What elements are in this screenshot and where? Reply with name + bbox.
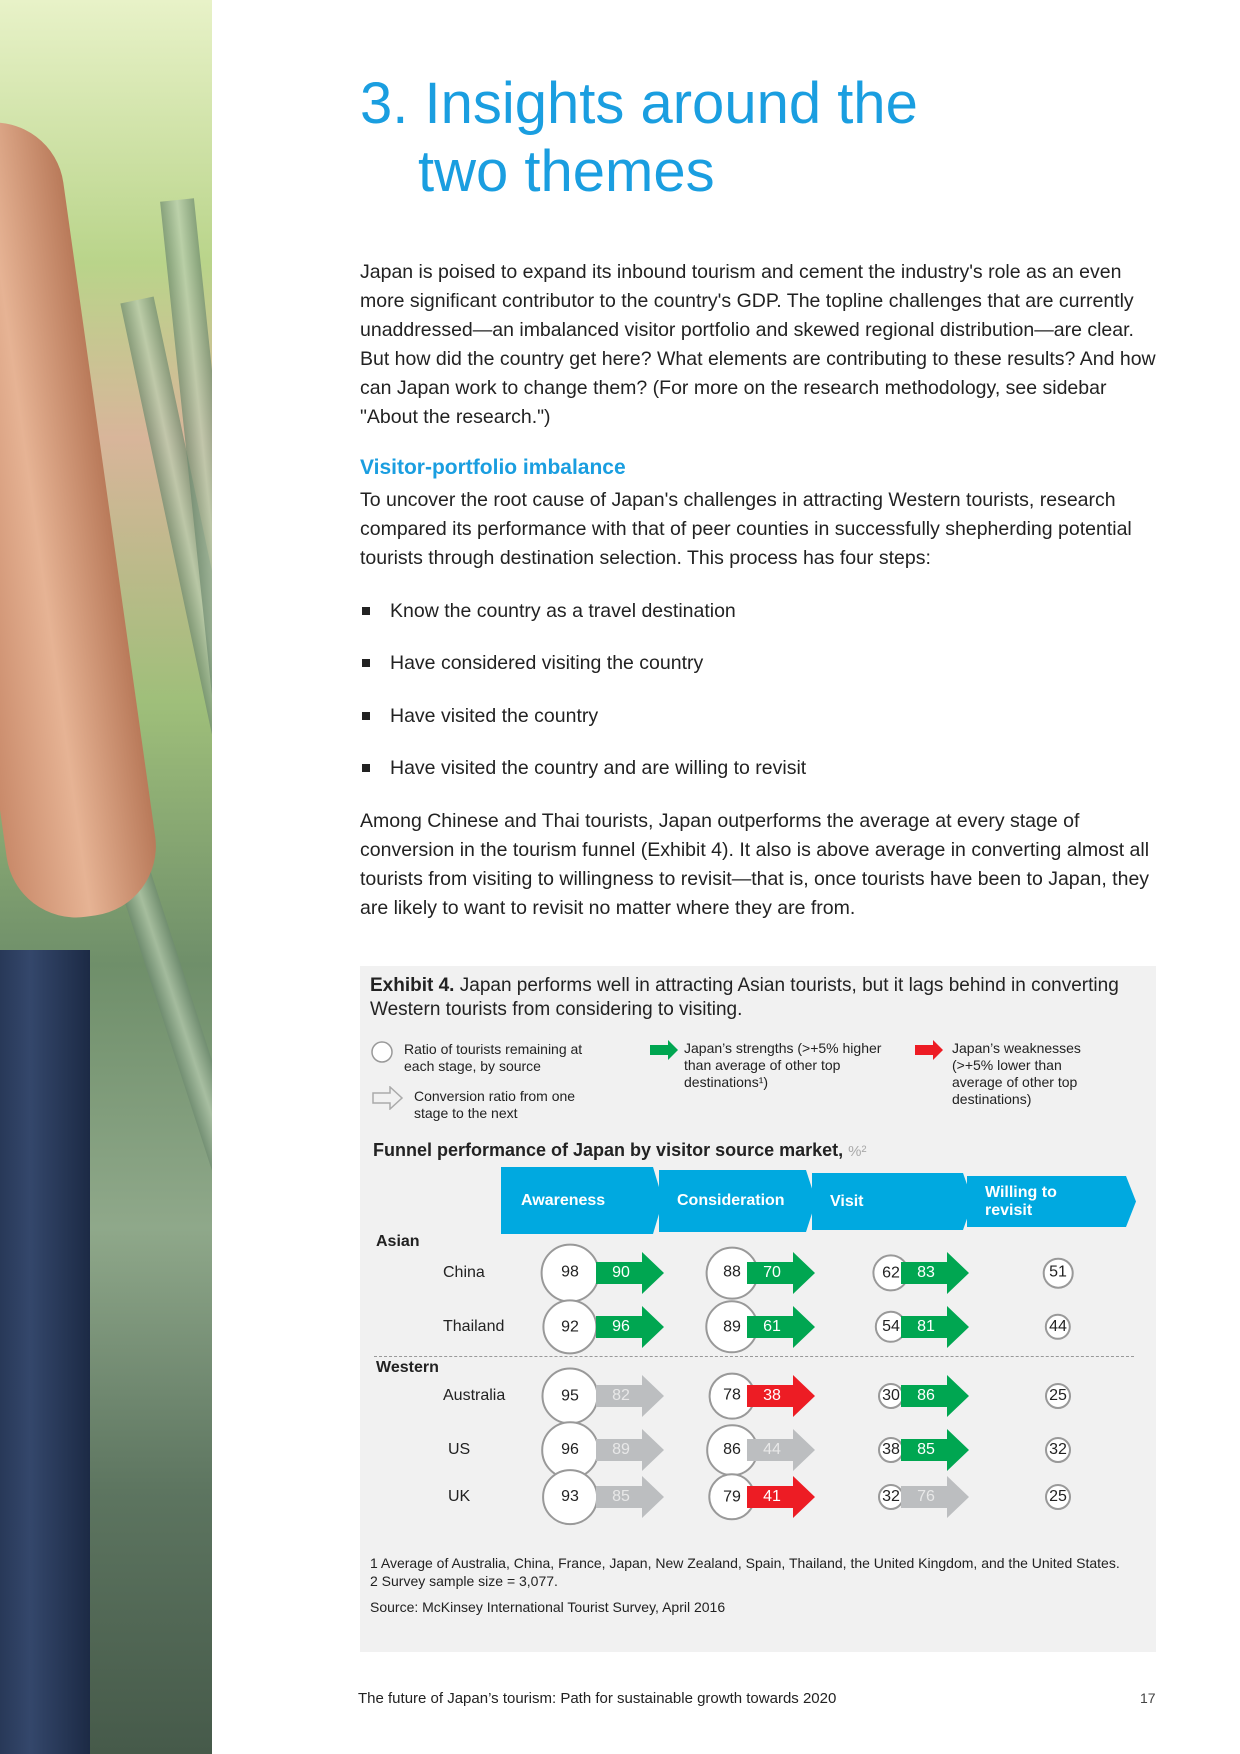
page-number: 17 bbox=[1140, 1690, 1156, 1706]
strength-conversion-arrow bbox=[901, 1429, 971, 1471]
stage-header-label: Consideration bbox=[677, 1192, 785, 1209]
stage-value-circle: 54 bbox=[875, 1311, 907, 1343]
country-label: Australia bbox=[443, 1387, 506, 1404]
conversion-value: 85 bbox=[917, 1441, 935, 1458]
stage-value-circle: 88 bbox=[706, 1247, 759, 1300]
strength-conversion-arrow bbox=[747, 1252, 817, 1294]
stage-value-circle: 93 bbox=[542, 1469, 598, 1525]
conversion-value: 83 bbox=[917, 1264, 935, 1281]
stage-header-label: Visit bbox=[830, 1192, 864, 1210]
page-title: 3. Insights around the two themes bbox=[360, 71, 918, 204]
footnote-2: 2 Survey sample size = 3,077. bbox=[370, 1573, 558, 1589]
stage-header-label: Awareness bbox=[521, 1191, 606, 1209]
stage-value-circle: 38 bbox=[878, 1437, 904, 1463]
bullet-item: Have visited the country bbox=[360, 705, 598, 728]
country-label: Thailand bbox=[443, 1318, 505, 1335]
stage-value-circle: 96 bbox=[541, 1421, 599, 1479]
stage-value-circle: 44 bbox=[1045, 1314, 1071, 1340]
stage-value-circle: 62 bbox=[872, 1254, 909, 1291]
legend-arrow-text: Conversion ratio from one stage to the next bbox=[414, 1088, 576, 1121]
country-label: US bbox=[448, 1441, 471, 1458]
stage-value-circle: 78 bbox=[709, 1373, 756, 1420]
country-label: UK bbox=[448, 1488, 471, 1505]
neutral-conversion-arrow bbox=[596, 1375, 666, 1417]
funnel-paragraph: Among Chinese and Thai tourists, Japan outperforms the average at every stage of conversion in the tourism funnel (Exhibit 4). It also is above average in converting almost all tourists from visiting to willingness to revisit—that is, once tourists have been to Japan, they are likely to want to revisit no matter where they are from. bbox=[360, 810, 1150, 919]
exhibit-4 bbox=[360, 966, 1156, 1652]
bamboo-photo bbox=[0, 0, 212, 1754]
footer-text: The future of Japan’s tourism: Path for sustainable growth towards 2020 bbox=[358, 1690, 837, 1707]
stage-value-circle: 86 bbox=[706, 1424, 758, 1476]
stage-value-circle: 95 bbox=[542, 1368, 599, 1425]
neutral-conversion-arrow bbox=[596, 1476, 666, 1518]
conversion-value: 61 bbox=[763, 1318, 781, 1335]
weakness-conversion-arrow bbox=[747, 1375, 817, 1417]
stage-header-label: Willing to revisit bbox=[985, 1183, 1057, 1219]
strength-conversion-arrow bbox=[901, 1375, 971, 1417]
stage-value-circle: 79 bbox=[708, 1473, 755, 1520]
neutral-conversion-arrow bbox=[596, 1429, 666, 1471]
stage-value-circle: 92 bbox=[542, 1299, 597, 1354]
section-paragraph: To uncover the root cause of Japan's challenges in attracting Western tourists, research compared its performance with that of peer counties in successfully shepherding potential tourists through destination selection. This process has four steps: bbox=[360, 489, 1132, 569]
stage-value-circle: 25 bbox=[1045, 1484, 1071, 1510]
legend-weakness-text: Japan’s weaknesses (>+5% lower than average of other top destinations) bbox=[952, 1040, 1081, 1107]
strength-conversion-arrow bbox=[901, 1306, 971, 1348]
bullet-item: Have considered visiting the country bbox=[360, 652, 703, 675]
group-divider bbox=[374, 1356, 1134, 1357]
legend-strength-text: Japan’s strengths (>+5% higher than average of other top destinations¹) bbox=[684, 1040, 882, 1090]
conversion-value: 81 bbox=[917, 1318, 935, 1335]
conversion-value: 41 bbox=[763, 1488, 781, 1505]
country-label: China bbox=[443, 1264, 485, 1281]
stage-value-circle: 51 bbox=[1043, 1258, 1074, 1289]
stage-value-circle: 32 bbox=[878, 1484, 904, 1510]
stage-value-circle: 25 bbox=[1045, 1383, 1071, 1409]
conversion-value: 85 bbox=[612, 1488, 630, 1505]
conversion-value: 76 bbox=[917, 1488, 935, 1505]
conversion-value: 90 bbox=[612, 1264, 630, 1281]
conversion-value: 82 bbox=[612, 1387, 630, 1404]
stage-value-circle: 32 bbox=[1045, 1437, 1071, 1463]
conversion-value: 89 bbox=[612, 1441, 630, 1458]
intro-paragraph: Japan is poised to expand its inbound tourism and cement the industry's role as an even more significant contributor to the country's GDP. The topline challenges that are currently unaddressed—an imbalanced visitor portfolio and skewed regional distribution—are clear. But how did the country get here? What elements are contributing to these results? And how can Japan work to change them? (For more on the research methodology, see sidebar "About the research.") bbox=[360, 261, 1156, 428]
neutral-conversion-arrow bbox=[747, 1429, 817, 1471]
funnel-chart bbox=[360, 966, 1156, 1526]
conversion-value: 86 bbox=[917, 1387, 935, 1404]
group-label-western: Western bbox=[376, 1359, 439, 1376]
strength-conversion-arrow bbox=[747, 1306, 817, 1348]
neutral-conversion-arrow bbox=[901, 1476, 971, 1518]
source-note: Source: McKinsey International Tourist Survey, April 2016 bbox=[370, 1599, 726, 1615]
conversion-value: 70 bbox=[763, 1264, 781, 1281]
footnote-1: 1 Average of Australia, China, France, Japan, New Zealand, Spain, Thailand, the United Kingdom, and the United States. bbox=[370, 1555, 1120, 1571]
strength-conversion-arrow bbox=[596, 1306, 666, 1348]
chart-subtitle: Funnel performance of Japan by visitor source market, %² bbox=[373, 1140, 867, 1160]
bullet-item: Have visited the country and are willing to revisit bbox=[360, 757, 806, 780]
exhibit-title: Exhibit 4. Japan performs well in attracting Asian tourists, but it lags behind in converting Western tourists from considering to visiting. bbox=[370, 975, 1119, 1020]
strength-conversion-arrow bbox=[901, 1252, 971, 1294]
legend-circle-text: Ratio of tourists remaining at each stage, by source bbox=[404, 1041, 583, 1074]
section-title: Visitor-portfolio imbalance bbox=[360, 456, 626, 479]
bullet-item: Know the country as a travel destination bbox=[360, 600, 736, 623]
group-label-asian: Asian bbox=[376, 1233, 420, 1250]
conversion-value: 96 bbox=[612, 1318, 630, 1335]
stage-value-circle: 30 bbox=[878, 1383, 904, 1409]
conversion-value: 38 bbox=[763, 1387, 781, 1404]
weakness-conversion-arrow bbox=[747, 1476, 817, 1518]
conversion-value: 44 bbox=[763, 1441, 781, 1458]
stage-value-circle: 98 bbox=[541, 1244, 600, 1303]
strength-conversion-arrow bbox=[596, 1252, 666, 1294]
stage-value-circle: 89 bbox=[705, 1300, 758, 1353]
